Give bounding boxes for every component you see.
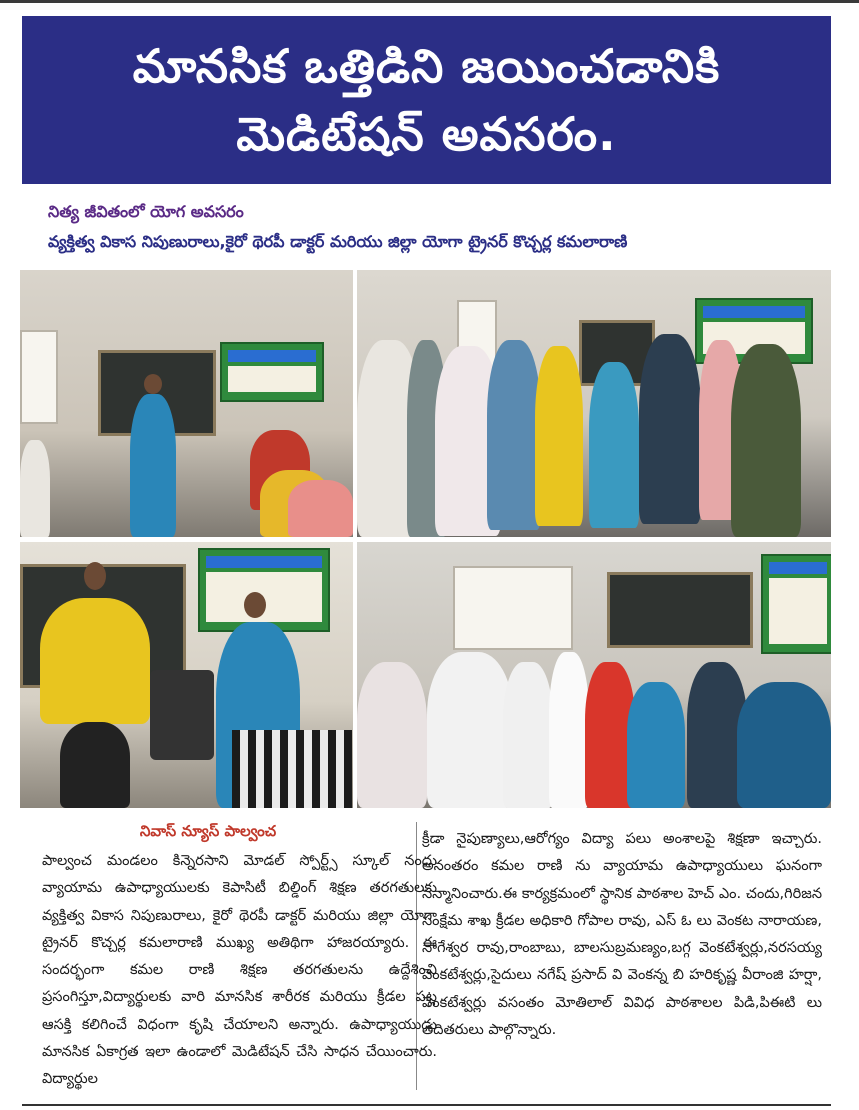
photo-speaker-with-mic: [20, 542, 353, 808]
group-member: [357, 662, 427, 808]
table-cloth: [232, 730, 352, 808]
headline-line-1: మానసిక ఒత్తిడిని జయించడానికి: [132, 39, 721, 93]
headline-banner: [22, 16, 831, 184]
article-text-right: క్రీడా నైపుణ్యాలు,ఆరోగ్యం విద్యా పలు అంశాలపై శిక్షణా ఇచ్చారు. అనంతరం కమల రాణి ను వ్యాయామ ఉపాధ్యాయులు ఘనంగా సన్మానించారు.ఈ కార్యక్రమంలో స్థానిక పాఠశాల హెచ్ ఎం. చందు,గిరిజన సంక్షేమ శాఖ క్రీడల అధికారి గోపాల రావు, ఎస్ ఓ లు వెంకట నారాయణ, నాగేశ్వర రావు,రాంబాబు, బాలసుబ్రమణ్యం,బగ్గ వెంకటేశ్వర్లు,నరసయ్య వెంకటేశ్వర్లు,సైదులు నగేష్ ప్రసాద్ వి వెంకన్న బి హరికృష్ణ వీరాంజి హర్షా, వెంకటేశ్వర్లు వసంతం మోతిలాల్ వివిధ పాఠశాలల పిడి,పిఈటి లు తదితరులు పాల్గొన్నారు.: [422, 831, 822, 1039]
group-member: [503, 662, 553, 808]
speaker-figure: [40, 598, 150, 724]
window: [453, 566, 573, 650]
subheading-speaker-credit: వ్యక్తిత్వ వికాస నిపుణురాలు,కైరో థెరపీ డాక్టర్ మరియు జిల్లా యోగా ట్రైనర్ కొచ్చర్ల కమలారాణి: [48, 232, 628, 251]
group-member: [427, 652, 513, 808]
person-head: [84, 562, 106, 590]
article-column-right: [422, 826, 822, 1044]
bottom-rule: [22, 1104, 831, 1106]
article-text-left: పాల్వంచ మండలం కిన్నెరసాని మోడల్ స్పోర్ట్స్ స్కూల్ నందు వ్యాయామ ఉపాధ్యాయులకు కెపాసిటీ బిల్డింగ్ శిక్షణ తరగతులకు వ్యక్తిత్వ వికాస నిపుణురాలు, కైరో థెరపీ డాక్టర్ మరియు జిల్లా యోగా ట్రైనర్ కొచ్చర్ల కమలారాణి ముఖ్య అతిథిగా హాజరయ్యారు. ఈ సందర్భంగా కమల రాణి శిక్షణ తరగతులను ఉద్దేశించి ప్రసంగిస్తూ,విద్యార్థులకు వారి మానసిక శారీరక మరియు క్రీడల పట్ల ఆసక్తి కలిగించే విధంగా కృషి చేయాలని అన్నారు. ఉపాధ్యాయుడు మానసిక ఏకాగ్రత ఇలా ఉండాలో మెడిటేషన్ చేసి సాధన చేయించారు. విద్యార్థుల: [42, 853, 438, 1088]
group-member: [737, 682, 831, 808]
group-member: [731, 344, 801, 537]
speaker-figure: [130, 394, 176, 537]
photo-felicitation-group: [357, 270, 831, 537]
top-rule: [0, 0, 859, 3]
person-head: [144, 374, 162, 394]
speaker-trousers: [60, 722, 130, 808]
group-member: [487, 340, 541, 530]
group-member: [549, 652, 589, 808]
training-banner: [220, 342, 324, 402]
honoree-figure: [627, 682, 685, 808]
headline-line-2: మెడిటేషన్ అవసరం.: [236, 107, 617, 161]
audience-member: [288, 480, 353, 537]
honoree-figure: [589, 362, 639, 528]
group-member: [535, 346, 583, 526]
photo-group-award: [357, 542, 831, 808]
window: [20, 330, 58, 424]
training-banner: [198, 548, 330, 632]
audience-member: [20, 440, 50, 537]
photo-speaker-classroom: [20, 270, 353, 537]
subheading-yoga-need: నిత్య జీవితంలో యోగ అవసరం: [48, 202, 244, 221]
group-member: [639, 334, 701, 524]
training-banner: [761, 554, 831, 654]
blackboard: [607, 572, 753, 648]
person-head: [244, 592, 266, 618]
article-column-left: [42, 848, 437, 1094]
chair: [150, 670, 214, 760]
article-byline: నివాస్ న్యూస్ పాల్వంచ: [139, 822, 277, 840]
